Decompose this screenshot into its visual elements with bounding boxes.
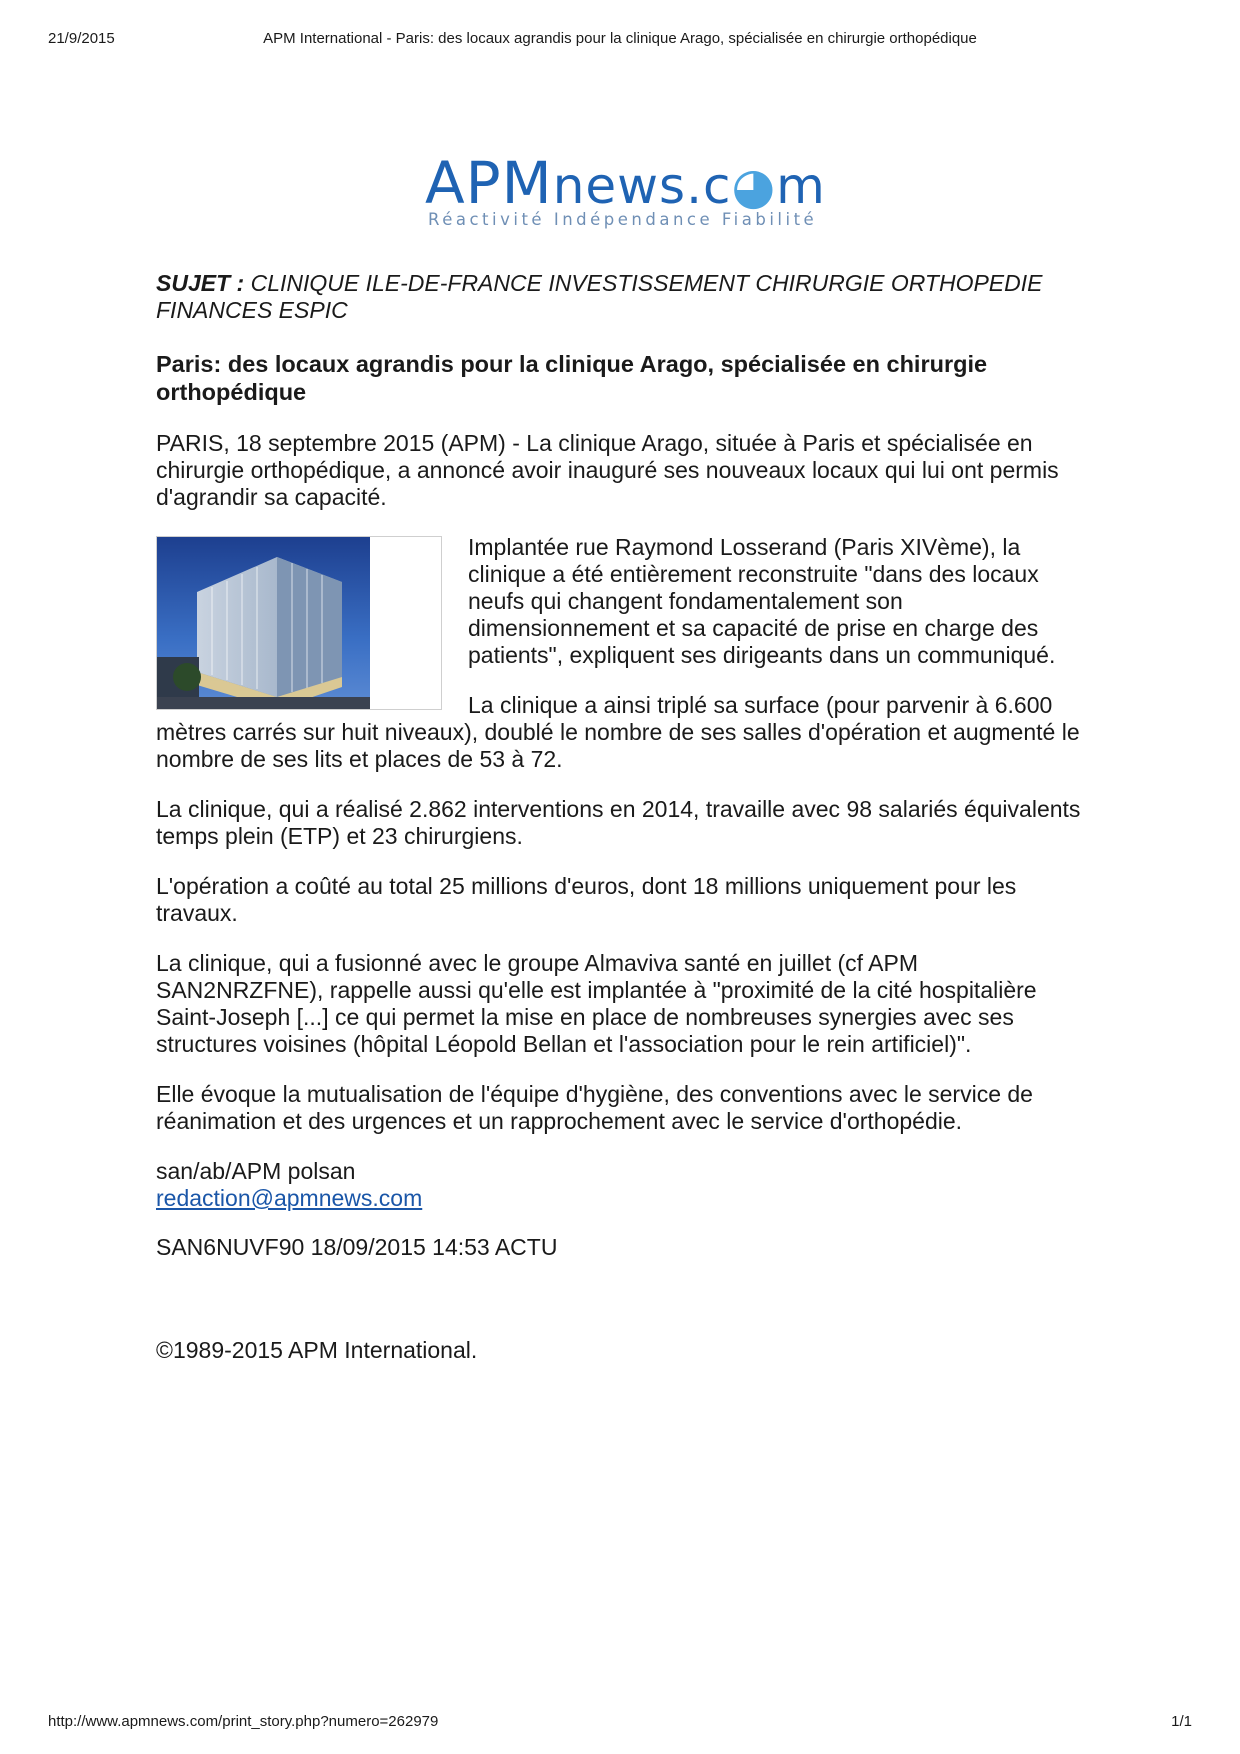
article-paragraph: PARIS, 18 septembre 2015 (APM) - La clinique Arago, située à Paris et spécialisée en chirurgie orthopédique, a annoncé avoir inauguré ses nouveaux locaux qui lui ont permis d'agrandir sa capacité. bbox=[156, 430, 1059, 510]
article-body bbox=[156, 270, 1081, 1364]
print-page-number: 1/1 bbox=[1171, 1713, 1192, 1730]
print-page-title: APM International - Paris: des locaux agrandis pour la clinique Arago, spécialisée en chirurgie orthopédique bbox=[263, 30, 977, 47]
article-headline: Paris: des locaux agrandis pour la clinique Arago, spécialisée en chirurgie orthopédique bbox=[156, 351, 988, 405]
copyright: ©1989-2015 APM International. bbox=[156, 1337, 478, 1363]
article-paragraph: Elle évoque la mutualisation de l'équipe d'hygiène, des conventions avec le service de réanimation et des urgences et un rapprochement avec le service d'orthopédie. bbox=[156, 1081, 1033, 1134]
article-paragraph: L'opération a coûté au total 25 millions d'euros, dont 18 millions uniquement pour les travaux. bbox=[156, 873, 1017, 926]
article-paragraph: La clinique a ainsi triplé sa surface (pour parvenir à 6.600 mètres carrés sur huit niveaux), doublé le nombre de ses salles d'opération et augmenté le nombre de ses lits et places de 53 à 72. bbox=[156, 692, 1080, 772]
article-signature: san/ab/APM polsan bbox=[156, 1158, 356, 1184]
apmnews-logo[interactable]: APMnews.c◕m Réactivité Indépendance Fiabilité bbox=[425, 149, 826, 229]
logo-tagline: Réactivité Indépendance Fiabilité bbox=[428, 210, 818, 229]
article-paragraph: Implantée rue Raymond Losserand (Paris XIVème), la clinique a été entièrement reconstruite "dans des locaux neufs qui changent fondamentalement son dimensionnement et sa capacité de prise en charge des patients", expliquent ses dirigeants dans un communiqué. bbox=[468, 534, 1056, 668]
clinic-building-photo bbox=[157, 537, 370, 709]
contact-email-link[interactable]: redaction@apmnews.com bbox=[156, 1185, 423, 1211]
print-footer-url: http://www.apmnews.com/print_story.php?numero=262979 bbox=[48, 1713, 439, 1730]
article-reference: SAN6NUVF90 18/09/2015 14:53 ACTU bbox=[156, 1234, 558, 1260]
article-subject: SUJET : CLINIQUE ILE-DE-FRANCE INVESTISSEMENT CHIRURGIE ORTHOPEDIE FINANCES ESPIC bbox=[156, 270, 1043, 323]
article-paragraph: La clinique, qui a fusionné avec le groupe Almaviva santé en juillet (cf APM SAN2NRZFNE), rappelle aussi qu'elle est implantée à "proximité de la cité hospitalière Saint-Joseph [...] ce qui permet la mise en place de nombreuses synergies avec ses structures voisines (hôpital Léopold Bellan et l'association pour le rein artificiel)". bbox=[156, 950, 1037, 1057]
print-date: 21/9/2015 bbox=[48, 30, 115, 47]
logo-globe-icon: ◕ bbox=[731, 157, 777, 215]
article-paragraph: La clinique, qui a réalisé 2.862 interventions en 2014, travaille avec 98 salariés équivalents temps plein (ETP) et 23 chirurgiens. bbox=[156, 796, 1081, 849]
clinic-photo-frame bbox=[156, 536, 442, 710]
